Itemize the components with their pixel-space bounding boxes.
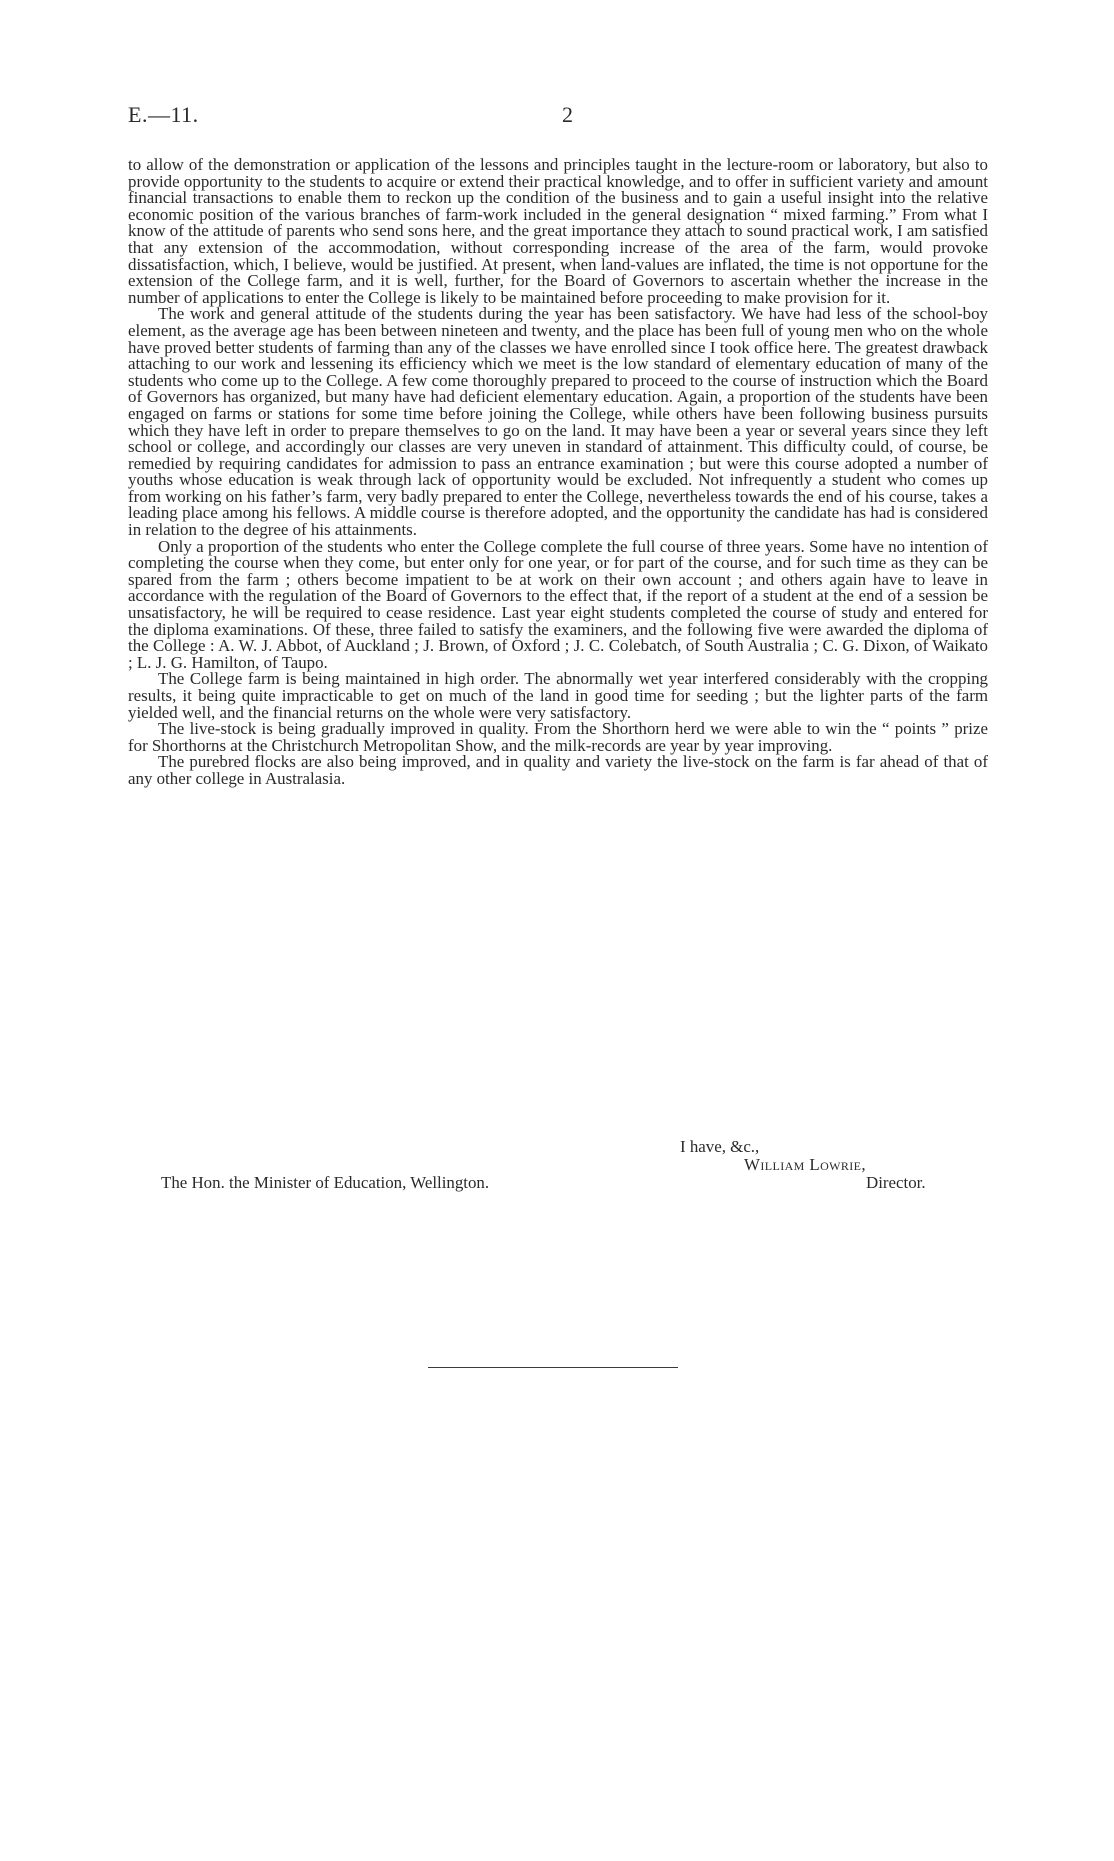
signatory-title: Director. (866, 1173, 926, 1192)
document-reference: E.—11. (128, 102, 199, 127)
paragraph-student-attitude: The work and general attitude of the students during the year has been satisfactory. We have had less of the school-boy element, as the average age has been between nineteen and twenty, and the place has been full of young men who on the whole have proved better students of farming than any of the classes we have enrolled since I took office here. The greatest drawback attaching to our work and lessening its efficiency which we meet is the low standard of elementary education of many of the students who come up to the College. A few come thoroughly prepared to proceed to the course of instruction which the Board of Governors has organized, but many have had deficient elementary education. Again, a proportion of the students have been engaged on farms or stations for some time before joining the College, while others have been following business pursuits which they have left in order to prepare themselves to go on the land. It may have been a year or several years since they left school or college, and accordingly our classes are very uneven in standard of attainment. This difficulty could, of course, be remedied by requiring candidates for admission to pass an entrance examination ; but were this course adopted a number of youths whose education is weak through lack of opportunity would be excluded. Not infrequently a student who comes up from working on his father’s farm, very badly prepared to enter the College, nevertheless towards the end of his course, takes a leading place among his fellows. A middle course is therefore adopted, and the opportunity the candidate has had is considered in relation to the degree of his attainments. (128, 304, 988, 540)
section-end-rule (428, 1367, 678, 1368)
report-body (128, 157, 988, 788)
letter-closing (128, 1138, 988, 1218)
paragraph-live-stock: The live-stock is being gradually improved in quality. From the Shorthorn herd we were able to win the “ points ” prize for Shorthorns at the Christchurch Metropolitan Show, and the milk-records are year by year improving. (128, 719, 988, 755)
signatory-name: William Lowrie, (744, 1155, 867, 1174)
page-number: 2 (562, 102, 573, 127)
closing-greeting: I have, &c., (680, 1137, 760, 1156)
page-header (128, 102, 988, 132)
paragraph-farm-condition: The College farm is being maintained in high order. The abnormally wet year interfered considerably with the cropping results, it being quite impracticable to get on much of the land in good time for seeding ; but the lighter parts of the farm yielded well, and the financial returns on the whole were very satisfactory. (128, 669, 988, 722)
addressee: The Hon. the Minister of Education, Wellington. (161, 1173, 490, 1192)
paragraph-course-completion: Only a proportion of the students who enter the College complete the full course of three years. Some have no intention of completing the course when they come, but enter only for one year, or for part of the course, and for such time as they can be spared from the farm ; others become impatient to be at work on their own account ; and others again have to leave in accordance with the regulation of the Board of Governors to the effect that, if the report of a student at the end of a session be unsatisfactory, he will be required to cease residence. Last year eight students completed the course of study and entered for the diploma examinations. Of these, three failed to satisfy the examiners, and the following five were awarded the diploma of the College : A. W. J. Abbot, of Auckland ; J. Brown, of Oxford ; J. C. Colebatch, of South Australia ; C. G. Dixon, of Waikato ; L. J. G. Hamilton, of Taupo. (128, 536, 988, 672)
paragraph-purebred-flocks: The purebred flocks are also being improved, and in quality and variety the live-stock on the farm is far ahead of that of any other college in Australasia. (128, 752, 988, 788)
paragraph-college-farm-extension: to allow of the demonstration or application of the lessons and principles taught in the lecture-room or laboratory, but also to provide opportunity to the students to acquire or extend their practical knowledge, and to offer in sufficient variety and amount financial transactions to enable them to reckon up the condition of the business and to gain a useful insight into the relative economic position of the various branches of farm-work included in the general designation “ mixed farming.” From what I know of the attitude of parents who send sons here, and the great importance they attach to sound practical work, I am satisfied that any extension of the accommodation, without corresponding increase of the area of the farm, would provoke dissatisfaction, which, I believe, would be justified. At present, when land-values are inflated, the time is not opportune for the extension of the College farm, and it is well, further, for the Board of Governors to ascertain whether the increase in the number of applications to enter the College is likely to be maintained before proceeding to make provision for it. (128, 155, 988, 307)
